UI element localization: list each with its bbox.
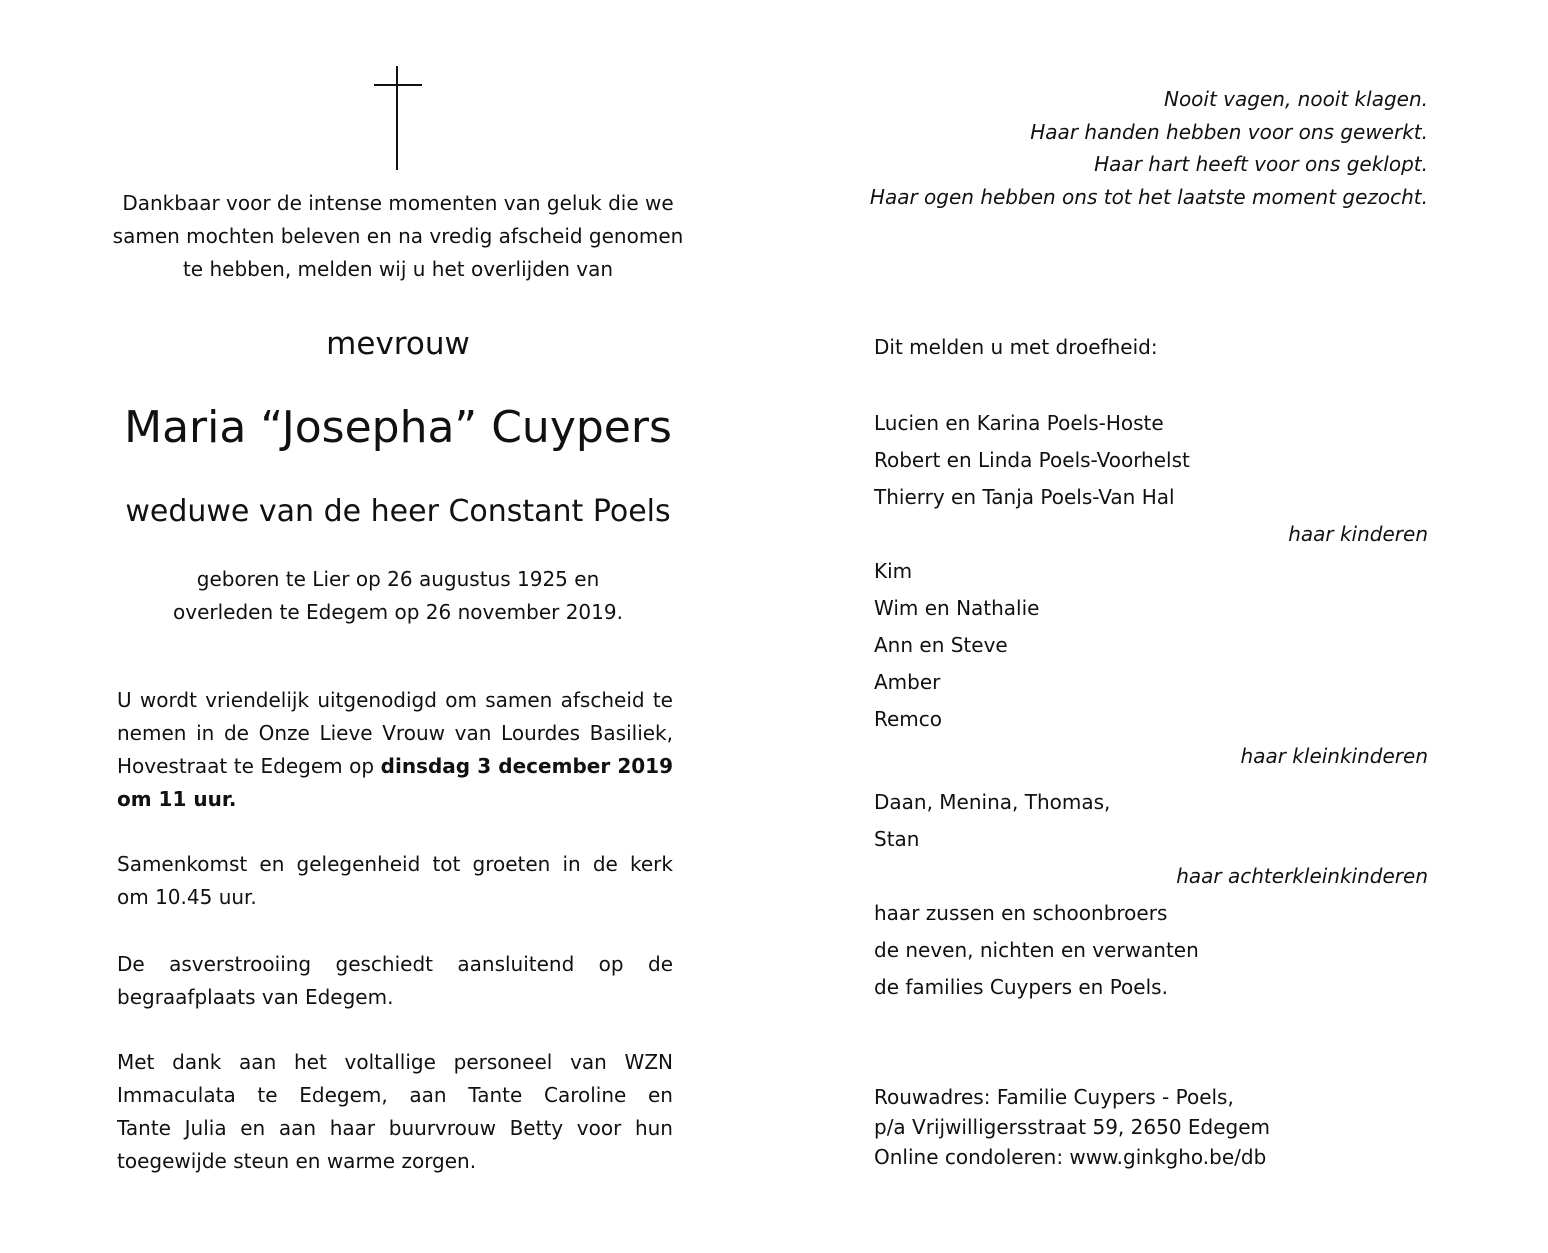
deceased-name: Maria “Josepha” Cuypers (124, 402, 672, 453)
thanks-line: Tante Julia en aan haar buurvrouw Betty voor hun (117, 1116, 673, 1140)
child-entry: Lucien en Karina Poels-Hoste (874, 411, 1164, 435)
thanks-line: toegewijde steun en warme zorgen. (117, 1149, 477, 1173)
dates-line: overleden te Edegem op 26 november 2019. (173, 600, 623, 624)
widow-line: weduwe van de heer Constant Poels (125, 494, 671, 529)
child-entry: Robert en Linda Poels-Voorhelst (874, 448, 1190, 472)
gathering-paragraph (117, 848, 673, 914)
thanks-line: Met dank aan het voltallige personeel van WZN (117, 1050, 673, 1074)
poem-line: Haar handen hebben voor ons gewerkt. (1030, 119, 1428, 144)
great-grandchildren-label: haar achterkleinkinderen (1176, 864, 1428, 888)
birth-death-dates (92, 563, 704, 629)
invitation-paragraph (117, 684, 673, 816)
honorific: mevrouw (326, 326, 470, 362)
intro-line: te hebben, melden wij u het overlijden van (182, 257, 614, 281)
invitation-line (117, 750, 673, 783)
poem-line: Nooit vagen, nooit klagen. (1163, 87, 1428, 111)
intro-line: samen mochten beleven en na vredig afscheid genomen (112, 224, 684, 248)
dates-line: geboren te Lier op 26 augustus 1925 en (196, 567, 600, 591)
grandchild-entry: Kim (874, 559, 913, 583)
great-grandchild-entry: Stan (874, 827, 920, 851)
poem (830, 83, 1428, 213)
relatives-entry: de families Cuypers en Poels. (874, 975, 1168, 999)
relatives-entry: de neven, nichten en verwanten (874, 938, 1199, 962)
gathering-line: om 10.45 uur. (117, 885, 257, 909)
address-line: Rouwadres: Familie Cuypers - Poels, (874, 1085, 1234, 1109)
thanks-paragraph (117, 1046, 673, 1178)
address-line: Online condoleren: www.ginkgho.be/db (874, 1145, 1267, 1169)
children-label: haar kinderen (1288, 522, 1428, 546)
gathering-line: Samenkomst en gelegenheid tot groeten in de kerk (117, 852, 673, 876)
scattering-line: begraafplaats van Edegem. (117, 985, 394, 1009)
intro-line: Dankbaar voor de intense momenten van geluk die we (122, 191, 674, 215)
grandchild-entry: Amber (874, 670, 941, 694)
scattering-paragraph (117, 948, 673, 1014)
child-entry: Thierry en Tanja Poels-Van Hal (874, 485, 1175, 509)
grandchild-entry: Ann en Steve (874, 633, 1008, 657)
poem-line: Haar hart heeft voor ons geklopt. (1094, 152, 1428, 176)
announcement: Dit melden u met droefheid: (874, 335, 1158, 359)
invitation-text: Hovestraat te Edegem op (117, 754, 381, 778)
grandchild-entry: Remco (874, 707, 943, 731)
thanks-line: Immaculata te Edegem, aan Tante Caroline en (117, 1083, 673, 1107)
intro-text (92, 187, 704, 286)
grandchildren-label: haar kleinkinderen (1240, 744, 1428, 768)
service-date: dinsdag 3 december 2019 (380, 754, 673, 778)
address-line: p/a Vrijwilligersstraat 59, 2650 Edegem (874, 1115, 1271, 1139)
mourning-address (874, 1082, 1270, 1172)
invitation-line: U wordt vriendelijk uitgenodigd om samen afscheid te (117, 688, 673, 712)
cross-icon (374, 66, 422, 170)
scattering-line: De asverstrooiing geschiedt aansluitend op de (117, 952, 673, 976)
service-time: om 11 uur. (117, 787, 237, 811)
poem-line: Haar ogen hebben ons tot het laatste moment gezocht. (869, 184, 1428, 209)
great-grandchild-entry: Daan, Menina, Thomas, (874, 790, 1111, 814)
grandchild-entry: Wim en Nathalie (874, 596, 1040, 620)
relatives-entry: haar zussen en schoonbroers (874, 901, 1168, 925)
invitation-line: nemen in de Onze Lieve Vrouw van Lourdes Basiliek, (117, 721, 673, 745)
